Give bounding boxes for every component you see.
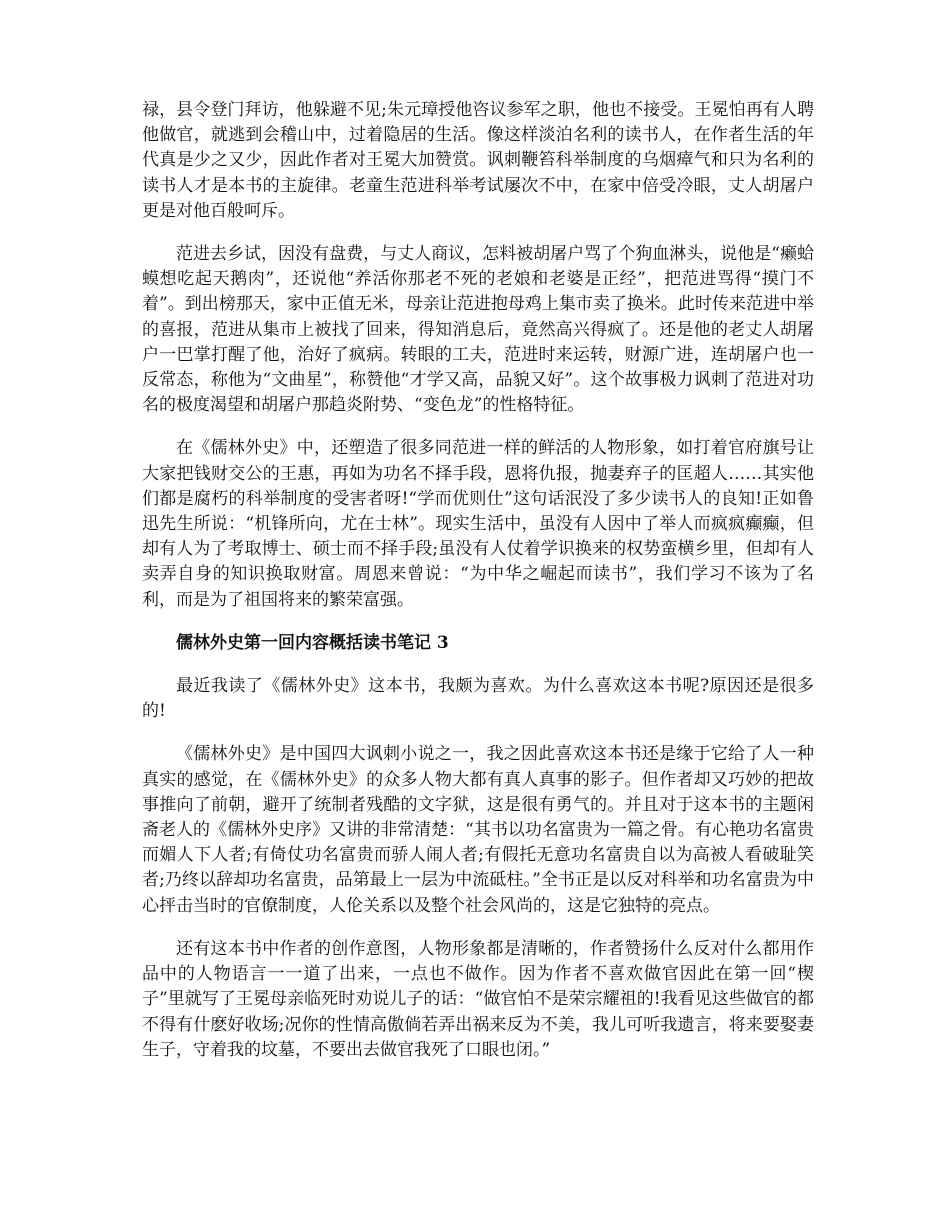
paragraph-4: 最近我读了《儒林外史》这本书，我颇为喜欢。为什么喜欢这本书呢?原因还是很多的! (142, 676, 814, 722)
document-page (142, 98, 814, 1063)
paragraph-5: 《儒林外史》是中国四大讽刺小说之一，我之因此喜欢这本书还是缘于它给了人一种真实的感觉，在《儒林外史》的众多人物大都有真人真事的影子。但作者却又巧妙的把故事推向了前朝，避开了统制者残酷的文字狱，这是很有勇气的。并且对于这本书的主题闲斋老人的《儒林外史序》又讲的非常清楚：“其书以功名富贵为一篇之骨。有心艳功名富贵而媚人下人者;有倚仗功名富贵而骄人闹人者;有假托无意功名富贵自以为高被人看破耻笑者;乃终以辞却功名富贵，品第最上一层为中流砥柱。”全书正是以反对科举和功名富贵为中心抨击当时的官僚制度，人伦关系以及整个社会风尚的，这是它独特的亮点。 (142, 744, 814, 916)
section-heading: 儒林外史第一回内容概括读书笔记 3 (176, 632, 449, 653)
paragraph-1: 禄，县令登门拜访，他躲避不见;朱元璋授他咨议参军之职，他也不接受。王冕怕再有人聘他做官，就逃到会稽山中，过着隐居的生活。像这样淡泊名利的读书人，在作者生活的年代真是少之又少，因此作者对王冕大加赞赏。讽刺鞭笞科举制度的乌烟瘴气和只为名利的读书人才是本书的主旋律。老童生范进科举考试屡次不中，在家中倍受冷眼，丈人胡屠户更是对他百般呵斥。 (142, 100, 814, 221)
paragraph-3: 在《儒林外史》中，还塑造了很多同范进一样的鲜活的人物形象，如打着官府旗号让大家把钱财交公的王惠，再如为功名不择手段，恩将仇报，抛妻弃子的匡超人……其实他们都是腐朽的科举制度的受害者呀!“学而优则仕”这句话泯没了多少读书人的良知!正如鲁迅先生所说：“机锋所向，尤在士林”。现实生活中，虽没有人因中了举人而疯疯癫癫，但却有人为了考取博士、硕士而不择手段;虽没有人仗着学识换来的权势蛮横乡里，但却有人卖弄自身的知识换取财富。周恩来曾说：“为中华之崛起而读书”，我们学习不该为了名利，而是为了祖国将来的繁荣富强。 (142, 438, 814, 610)
paragraph-2: 范进去乡试，因没有盘费，与丈人商议，怎料被胡屠户骂了个狗血淋头，说他是“癞蛤蟆想吃起天鹅肉”，还说他“养活你那老不死的老娘和老婆是正经”，把范进骂得“摸门不着”。到出榜那天，家中正值无米，母亲让范进抱母鸡上集市卖了换米。此时传来范进中举的喜报，范进从集市上被找了回来，得知消息后，竟然高兴得疯了。还是他的老丈人胡屠户一巴掌打醒了他，治好了疯病。转眼的工夫，范进时来运转，财源广进，连胡屠户也一反常态，称他为“文曲星”，称赞他“才学又高，品貌又好”。这个故事极力讽刺了范进对功名的极度渴望和胡屠户那趋炎附势、“变色龙”的性格特征。 (142, 244, 814, 416)
paragraph-6: 还有这本书中作者的创作意图，人物形象都是清晰的，作者赞扬什么反对什么都用作品中的人物语言一一道了出来，一点也不做作。因为作者不喜欢做官因此在第一回“楔子”里就写了王冕母亲临死时劝说儿子的话：“做官怕不是荣宗耀祖的!我看见这些做官的都不得有什麽好收场;况你的性情高傲倘若弄出祸来反为不美，我儿可听我遗言，将来要娶妻生子，守着我的坟墓，不要出去做官我死了口眼也闭。” (142, 938, 814, 1060)
